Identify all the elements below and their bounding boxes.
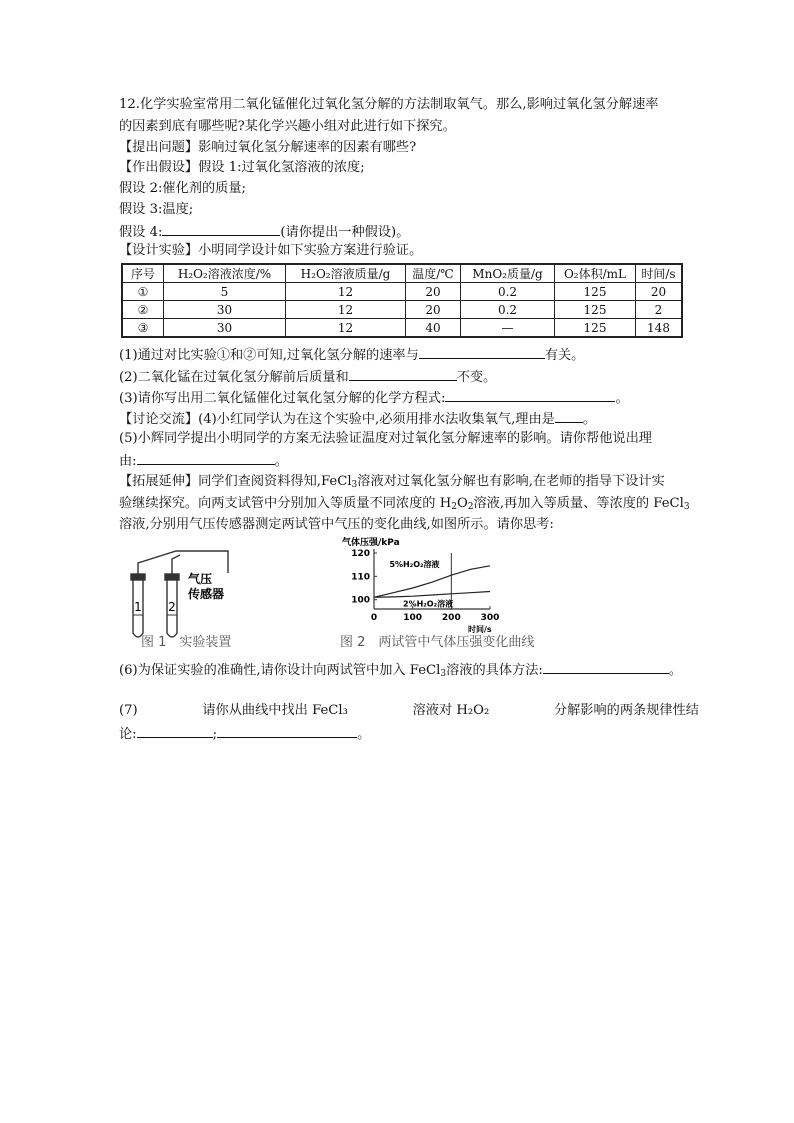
table-cell: 0.2: [461, 283, 555, 301]
subscript: 3: [351, 480, 358, 490]
question-5-blank[interactable]: [137, 450, 275, 465]
question-1-text: (1)通过对比实验①和②可知,过氧化氢分解的速率与: [119, 348, 419, 363]
table-header: 温度/℃: [406, 264, 461, 283]
extension-line2: [119, 494, 690, 514]
q12-intro-line2: 的因素到底有哪些呢?某化学兴趣小组对此进行如下探究。: [119, 119, 456, 134]
table-row: [122, 319, 682, 338]
sensor-wire: [172, 555, 180, 575]
sensor-wire: [138, 551, 228, 575]
extension-line1: [119, 472, 665, 492]
question-7-word: 请你从曲线中找出 FeCl₃: [202, 703, 348, 718]
x-axis-label: 时间/s: [468, 625, 492, 634]
question-5-text: 由:: [119, 454, 137, 469]
question-2-suffix: 不变。: [456, 370, 497, 385]
table-header: H₂O₂溶液质量/g: [286, 264, 406, 283]
y-tick-label: 120: [351, 549, 370, 559]
table-cell: ③: [122, 319, 164, 338]
y-tick-label: 110: [351, 572, 370, 583]
question-6-text: (6)为保证实验的准确性,请你设计向两试管中加入 FeCl: [119, 663, 441, 678]
question-7-text: 论:: [119, 727, 137, 742]
extension-text: 验继续探究。向两支试管中分别加入等质量不同浓度的 H: [119, 496, 452, 511]
hypothesis-4-label: 假设 4:: [119, 225, 163, 240]
table-header-row: [122, 264, 682, 283]
table-cell: 20: [406, 301, 461, 319]
question-6-suffix: 。: [668, 663, 683, 678]
question-1: [119, 344, 584, 366]
figure-2-caption: 图 2 两试管中气体压强变化曲线: [340, 635, 535, 650]
question-2-blank[interactable]: [349, 366, 457, 381]
extension-line3: 溶液,分别用气压传感器测定两试管中气压的变化曲线,如图所示。请你思考:: [119, 517, 554, 532]
x-tick-label: 0: [370, 613, 378, 623]
table-cell: ①: [122, 283, 164, 301]
tube-label-1: 1: [134, 600, 142, 614]
question-6-text: 溶液的具体方法:: [446, 663, 543, 678]
stopper: [131, 574, 145, 580]
table-cell: 20: [636, 283, 683, 301]
hypothesis-3: 假设 3:温度;: [119, 202, 194, 217]
sensor-label: 气压: [188, 572, 213, 586]
table-cell: 12: [286, 283, 406, 301]
q12-intro-line1: 12.化学实验室常用二氧化锰催化过氧化氢分解的方法制取氧气。那么,影响过氧化氢分解速率: [119, 97, 659, 112]
table-header: 时间/s: [636, 264, 683, 283]
table-header: O₂体积/mL: [555, 264, 636, 283]
table-cell: 125: [555, 319, 636, 338]
hypothesis-4-suffix: (请你提出一种假设)。: [280, 225, 410, 240]
tube-label-2: 2: [168, 600, 176, 614]
extension-text: 溶液对过氧化氢分解也有影响,在老师的指导下设计实: [357, 474, 665, 489]
table-cell: 5: [164, 283, 286, 301]
table-cell: 12: [286, 319, 406, 338]
design-experiment: 【设计实验】小明同学设计如下实验方案进行验证。: [119, 243, 423, 258]
subscript: 2: [451, 502, 457, 512]
table-cell: 30: [164, 301, 286, 319]
table-cell: 148: [636, 319, 683, 338]
subscript: 2: [467, 502, 474, 512]
question-6-blank[interactable]: [543, 659, 669, 674]
question-4: [119, 408, 596, 430]
experiment-table: [121, 263, 683, 338]
table-header: H₂O₂溶液浓度/%: [164, 264, 286, 283]
table-cell: —: [461, 319, 555, 338]
stopper: [165, 574, 179, 580]
question-2-text: (2)二氧化锰在过氧化氢分解前后质量和: [119, 370, 349, 385]
question-6: [119, 659, 682, 681]
question-7-line1: [119, 701, 699, 721]
question-3-suffix: 。: [615, 391, 629, 406]
question-7-word: 溶液对 H₂O₂: [412, 703, 490, 718]
question-5-line1: (5)小辉同学提出小明同学的方案无法验证温度对过氧化氢分解速率的影响。请你帮他说出理: [119, 431, 652, 446]
question-7-suffix: 。: [357, 727, 371, 742]
figure-1-caption: 图 1 实验装置: [141, 635, 232, 650]
question-3: [119, 387, 629, 409]
question-4-text: 【讨论交流】(4)小红同学认为在这个实验中,必须用排水法收集氧气,理由是: [119, 412, 555, 427]
table-cell: 0.2: [461, 301, 555, 319]
raise-question: 【提出问题】影响过氧化氢分解速率的因素有哪些?: [119, 140, 417, 155]
question-5-line2: [119, 450, 288, 472]
hypothesis-2: 假设 2:催化剂的质量;: [119, 181, 246, 196]
question-7-separator: ;: [212, 727, 218, 742]
question-2: [119, 366, 496, 388]
table-row: [122, 301, 682, 319]
hypothesis-1: 【作出假设】假设 1:过氧化氢溶液的浓度;: [119, 160, 365, 175]
series-line-2: [374, 592, 490, 598]
hypothesis-4-blank[interactable]: [162, 221, 280, 236]
y-axis-label: 气体压强/kPa: [342, 538, 400, 548]
question-1-blank[interactable]: [419, 344, 545, 359]
pressure-chart: [340, 535, 520, 635]
series-label-1: 5%H₂O₂溶液: [389, 560, 440, 569]
table-cell: 125: [555, 283, 636, 301]
sensor-label: 传感器: [188, 587, 225, 601]
table-cell: 125: [555, 301, 636, 319]
table-cell: 12: [286, 301, 406, 319]
extension-text: 溶液,再加入等质量、等浓度的 FeCl: [473, 496, 684, 511]
question-5-suffix: 。: [274, 454, 288, 469]
question-4-blank[interactable]: [555, 408, 583, 423]
table-header: 序号: [122, 264, 164, 283]
series-label-2: 2%H₂O₂溶液: [403, 599, 454, 609]
x-tick-label: 100: [403, 613, 423, 623]
question-7-word: (7): [119, 703, 138, 718]
table-cell: 30: [164, 319, 286, 338]
apparatus-figure: [118, 545, 248, 645]
table-cell: 20: [406, 283, 461, 301]
table-header: MnO₂质量/g: [461, 264, 555, 283]
question-7-word: 分解影响的两条规律性结: [553, 703, 699, 718]
subscript: 3: [440, 669, 447, 679]
question-4-suffix: 。: [582, 412, 597, 427]
table-row: [122, 283, 682, 301]
extension-text: O: [456, 496, 468, 511]
x-tick-label: 200: [441, 613, 461, 623]
question-3-text: (3)请你写出用二氧化锰催化过氧化氢分解的化学方程式:: [119, 391, 446, 406]
table-cell: 40: [406, 319, 461, 338]
subscript: 3: [683, 502, 690, 512]
question-7-blank-1[interactable]: [137, 723, 213, 738]
table-cell: 2: [636, 301, 683, 319]
x-tick-label: 300: [480, 613, 500, 623]
hypothesis-4: [119, 221, 409, 243]
question-1-suffix: 有关。: [544, 348, 585, 363]
question-7-line2: [119, 723, 370, 745]
question-7-blank-2[interactable]: [217, 723, 357, 738]
extension-text: 【拓展延伸】同学们查阅资料得知,FeCl: [119, 474, 352, 489]
y-tick-label: 100: [351, 595, 370, 606]
question-3-blank[interactable]: [445, 387, 615, 402]
table-cell: ②: [122, 301, 164, 319]
